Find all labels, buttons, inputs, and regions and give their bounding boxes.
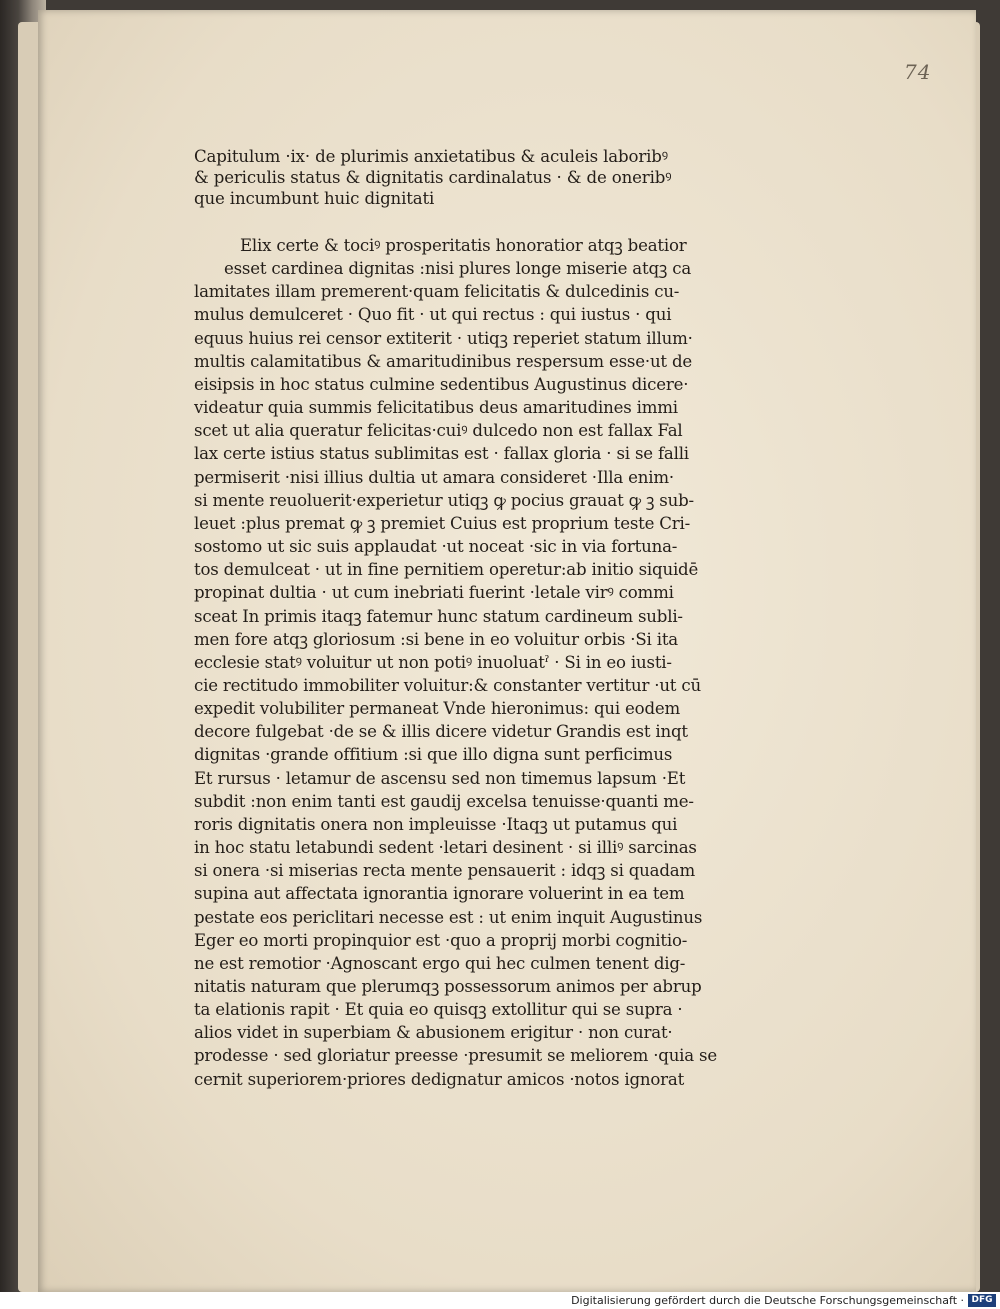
body-line: esset cardinea dignitas :nisi plures longe miserie atqꝫ ca <box>224 259 692 279</box>
body-line: in hoc statu letabundi sedent ·letari desinent · si illiꝰ sarcinas <box>194 838 697 858</box>
body-line: nitatis naturam que plerumqꝫ possessorum animos per abrup <box>194 977 702 996</box>
body-line: si onera ·si miserias recta mente pensauerit : idqꝫ si quadam <box>194 861 696 881</box>
chapter-body <box>194 234 754 1091</box>
body-line: subdit :non enim tanti est gaudij excelsa tenuisse·quanti me- <box>194 791 694 811</box>
folio-number: 74 <box>904 60 932 84</box>
body-line: equus huius rei censor extiterit · utiqꝫ reperiet statum illum· <box>194 328 693 348</box>
body-line: sostomo ut sic suis applaudat ·ut noceat ·sic in via fortuna- <box>194 537 678 557</box>
body-line: decore fulgebat ·de se & illis dicere videtur Grandis est inqt <box>194 722 688 742</box>
body-line: permiserit ·nisi illius dultia ut amara consideret ·Illa enim· <box>194 467 674 487</box>
body-line: leuet :plus premat ꝙ ꝫ premiet Cuius est proprium teste Cri- <box>194 513 691 533</box>
body-line: cie rectitudo immobiliter voluitur:& constanter vertitur ·ut cū <box>194 675 701 695</box>
body-line: videatur quia summis felicitatibus deus amaritudines immi <box>194 398 678 418</box>
body-line: supina aut affectata ignorantia ignorare voluerint in ea tem <box>194 884 685 904</box>
body-line: dignitas ·grande offitium :si que illo digna sunt perficimus <box>194 745 673 765</box>
body-line: expedit volubiliter permaneat Vnde hieronimus: qui eodem <box>194 699 681 719</box>
body-line: men fore atqꝫ gloriosum :si bene in eo voluitur orbis ·Si ita <box>194 629 679 649</box>
body-line: Eger eo morti propinquior est ·quo a proprij morbi cognitio- <box>194 930 688 950</box>
body-line: cernit superiorem·priores dedignatur amicos ·notos ignorat <box>194 1069 685 1089</box>
heading-line: que incumbunt huic dignitati <box>194 189 435 208</box>
body-line: Et rursus · letamur de ascensu sed non timemus lapsum ·Et <box>194 768 686 788</box>
body-line: multis calamitatibus & amaritudinibus respersum esse·ut de <box>194 351 693 371</box>
body-line: Elix certe & tociꝰ prosperitatis honoratior atqꝫ beatior <box>240 236 687 255</box>
dfg-logo-icon: DFG <box>968 1294 996 1307</box>
body-line: pestate eos periclitari necesse est : ut enim inquit Augustinus <box>194 907 703 927</box>
body-line: mulus demulceret · Quo fit · ut qui rectus : qui iustus · qui <box>194 305 672 325</box>
printed-text-block <box>194 146 754 1091</box>
body-line: si mente reuoluerit·experietur utiqꝫ ꝙ pocius grauat ꝙ ꝫ sub- <box>194 490 694 510</box>
body-line: ne est remotior ·Agnoscant ergo qui hec culmen tenent dig- <box>194 953 686 973</box>
body-line: propinat dultia · ut cum inebriati fuerint ·letale virꝰ commi <box>194 583 674 603</box>
body-line: tos demulceat · ut in fine pernitiem operetur:ab initio siquidē <box>194 560 699 580</box>
chapter-heading <box>194 146 754 209</box>
body-line: sceat In primis itaqꝫ fatemur hunc statum cardineum subli- <box>194 606 683 626</box>
body-line: ecclesie statꝰ voluitur ut non potiꝰ inuoluatˀ · Si in eo iusti- <box>194 652 672 672</box>
digitization-footer <box>0 1292 1000 1309</box>
body-line: ta elationis rapit · Et quia eo quisqꝫ extollitur qui se supra · <box>194 1000 683 1020</box>
body-line: lax certe istius status sublimitas est · fallax gloria · si se falli <box>194 444 689 464</box>
body-line: eisipsis in hoc status culmine sedentibus Augustinus dicere· <box>194 374 689 394</box>
body-line: alios videt in superbiam & abusionem erigitur · non curat· <box>194 1023 673 1043</box>
funding-credit: Digitalisierung gefördert durch die Deutsche Forschungsgemeinschaft · <box>571 1294 964 1307</box>
body-line: lamitates illam premerent·quam felicitatis & dulcedinis cu- <box>194 282 680 302</box>
heading-line: & periculis status & dignitatis cardinalatus · & de oneribꝰ <box>194 168 672 187</box>
body-line: prodesse · sed gloriatur preesse ·presumit se meliorem ·quia se <box>194 1046 717 1066</box>
body-line: scet ut alia queratur felicitas·cuiꝰ dulcedo non est fallax Fal <box>194 421 683 441</box>
heading-line: Capitulum ·ix· de plurimis anxietatibus & aculeis laboribꝰ <box>194 147 668 166</box>
body-line: roris dignitatis onera non impleuisse ·Itaqꝫ ut putamus qui <box>194 814 678 834</box>
